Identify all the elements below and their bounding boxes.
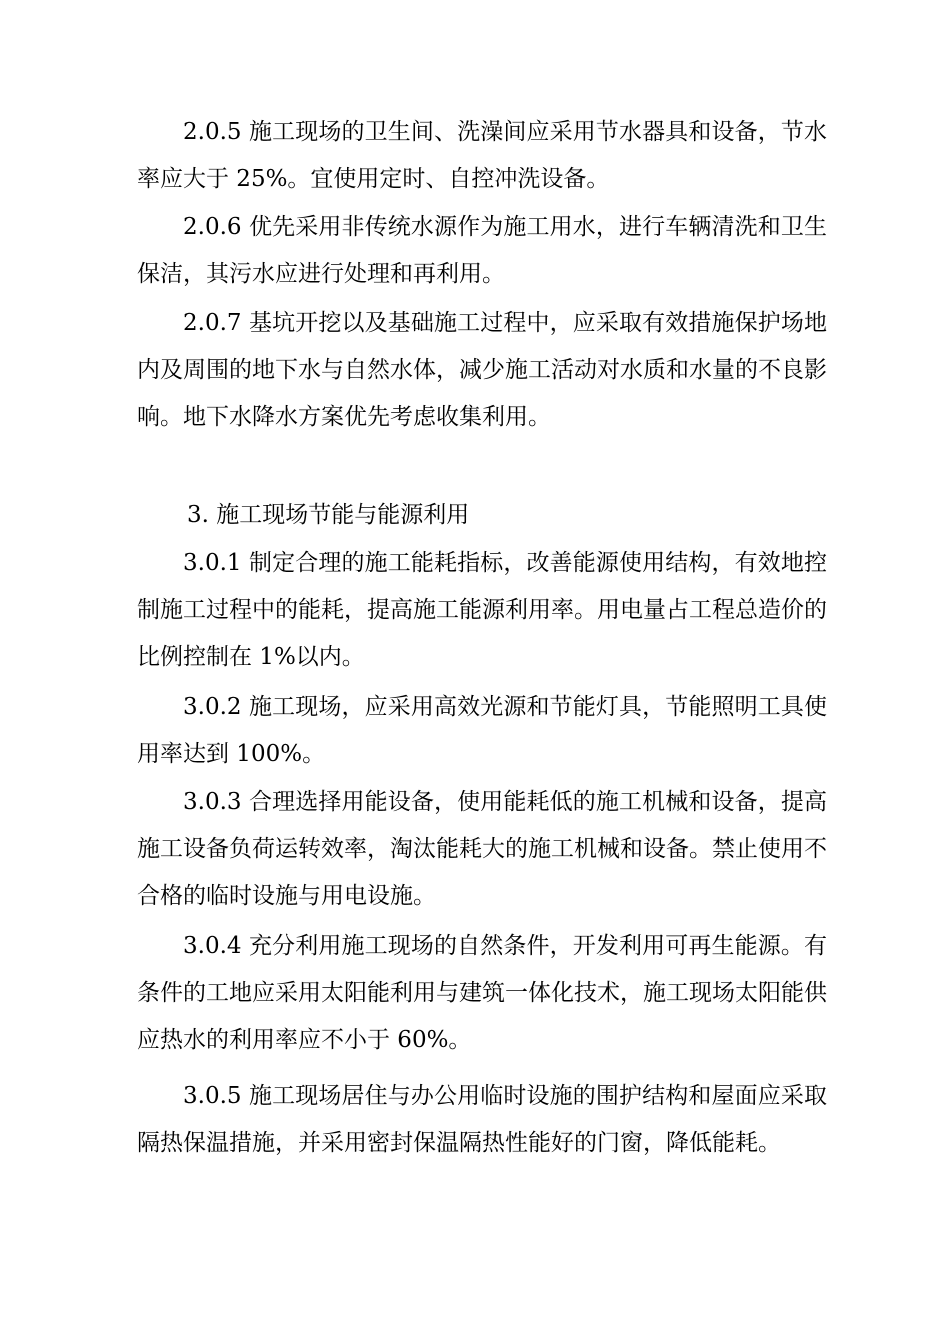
paragraph-3-0-1: 3.0.1 制定合理的施工能耗指标，改善能源使用结构，有效地控制施工过程中的能耗，提高施工能源利用率。用电量占工程总造价的比例控制在 1%以内。: [137, 550, 827, 670]
paragraph-3-0-5: 3.0.5 施工现场居住与办公用临时设施的围护结构和屋面应采取隔热保温措施，并采用密封保温隔热性能好的门窗，降低能耗。: [137, 1083, 827, 1156]
section-3-heading: 3. 施工现场节能与能源利用: [187, 502, 470, 528]
paragraph-2-0-7: 2.0.7 基坑开挖以及基础施工过程中，应采取有效措施保护场地内及周围的地下水与自然水体，减少施工活动对水质和水量的不良影响。地下水降水方案优先考虑收集利用。: [137, 310, 827, 430]
paragraph-2-0-6: 2.0.6 优先采用非传统水源作为施工用水，进行车辆清洗和卫生保洁，其污水应进行处理和再利用。: [137, 214, 827, 287]
paragraph-3-0-2: 3.0.2 施工现场，应采用高效光源和节能灯具，节能照明工具使用率达到 100%。: [137, 694, 827, 767]
paragraph-3-0-3: 3.0.3 合理选择用能设备，使用能耗低的施工机械和设备，提高施工设备负荷运转效率，淘汰能耗大的施工机械和设备。禁止使用不合格的临时设施与用电设施。: [137, 789, 827, 909]
paragraph-3-0-4: 3.0.4 充分利用施工现场的自然条件，开发利用可再生能源。有条件的工地应采用太阳能利用与建筑一体化技术，施工现场太阳能供应热水的利用率应不小于 60%。: [137, 933, 827, 1053]
paragraph-2-0-5: 2.0.5 施工现场的卫生间、洗澡间应采用节水器具和设备，节水率应大于 25%。宜使用定时、自控冲洗设备。: [137, 119, 827, 192]
